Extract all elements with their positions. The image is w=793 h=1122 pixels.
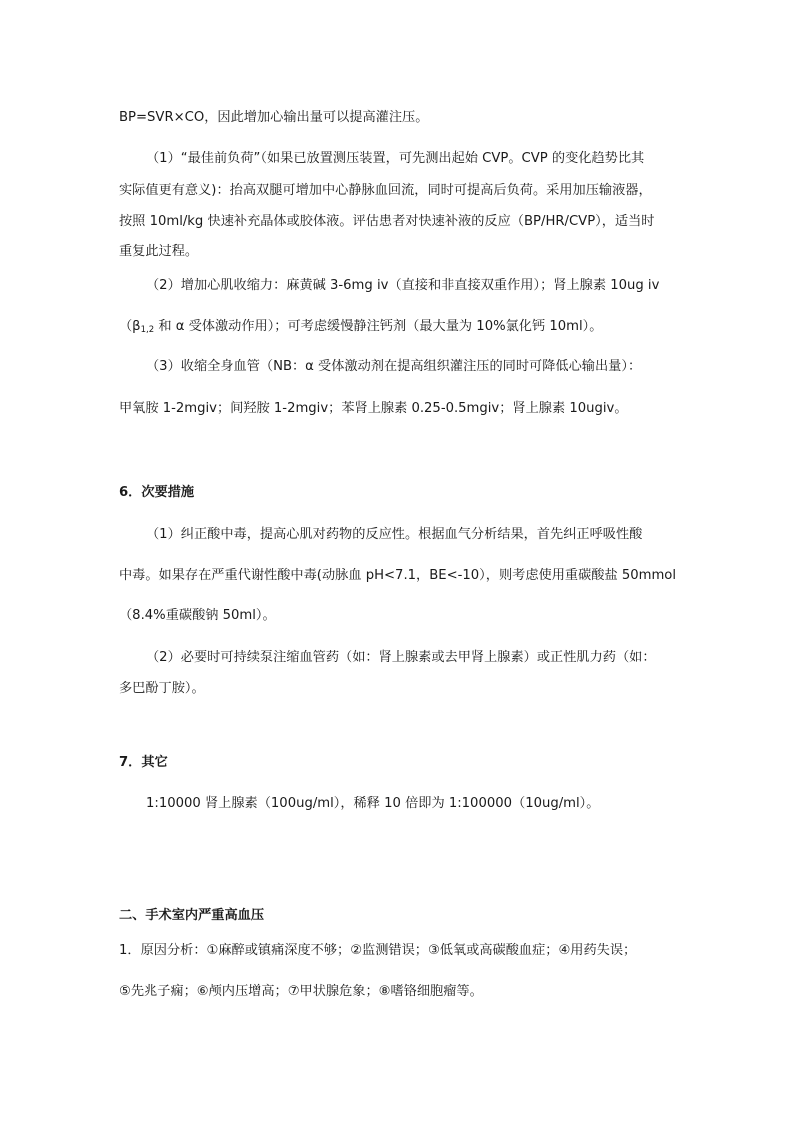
beta-subscript: 1,2 [140, 325, 155, 335]
para-preload-line-4: 重复此过程。 [119, 244, 199, 259]
para-acidosis-line-3: （8.4%重碳酸钠 50ml）。 [119, 608, 276, 623]
section-heading-7: 7．其它 [119, 755, 168, 770]
para-preload-line-3: 按照 10ml/kg 快速补充晶体或胶体液。评估患者对快速补液的反应（BP/HR/CVP），适当时 [119, 214, 655, 229]
intro-line-1: BP=SVR×CO，因此增加心输出量可以提高灌注压。 [119, 110, 429, 125]
para-preload-line-1: （1）“最佳前负荷”（如果已放置测压装置，可先测出起始 CVP。CVP 的变化趋势比其 [146, 151, 645, 166]
para-infusion-line-2: 多巴酚丁胺）。 [119, 681, 205, 696]
para-vasoconstriction-line-2: 甲氧胺 1-2mgiv；间羟胺 1-2mgiv；苯肾上腺素 0.25-0.5mgiv；肾上腺素 10ugiv。 [119, 401, 628, 416]
para-causes-line-2: ⑤先兆子痫；⑥颅内压增高；⑦甲状腺危象；⑧嗜铬细胞瘤等。 [119, 984, 483, 999]
para-dilution-line-1: 1:10000 肾上腺素（100ug/ml），稀释 10 倍即为 1:100000（10ug/ml）。 [146, 796, 600, 811]
para-contractility-line-2: （$\beta_{1,2}$ 和 α 受体激动作用）；可考虑缓慢静注钙剂（最大量为 10%氯化钙 10ml）。 [119, 319, 603, 335]
para-acidosis-line-2: 中毒。如果存在严重代谢性酸中毒(动脉血 pH<7.1，BE<-10），则考虑使用重碳酸盐 50mmol [119, 568, 677, 583]
para-infusion-line-1: （2）必要时可持续泵注缩血管药（如：肾上腺素或去甲肾上腺素）或正性肌力药（如： [146, 650, 656, 665]
para-causes-line-1: 1．原因分析：①麻醉或镇痛深度不够；②监测错误；③低氧或高碳酸血症；④用药失误； [119, 943, 637, 958]
para-acidosis-line-1: （1）纠正酸中毒，提高心肌对药物的反应性。根据血气分析结果，首先纠正呼吸性酸 [146, 527, 643, 542]
chapter-heading-hypertension: 二、手术室内严重高血压 [119, 908, 265, 923]
para-preload-line-2: 实际值更有意义)：抬高双腿可增加中心静脉血回流，同时可提高后负荷。采用加压输液器， [119, 183, 652, 198]
para-contractility-line-1: （2）增加心肌收缩力：麻黄碱 3-6mg iv（直接和非直接双重作用）；肾上腺素 10ug iv [146, 278, 660, 293]
para-vasoconstriction-line-1: （3）收缩全身血管（NB：α 受体激动剂在提高组织灌注压的同时可降低心输出量）： [146, 359, 642, 374]
section-heading-6: 6．次要措施 [119, 485, 195, 500]
